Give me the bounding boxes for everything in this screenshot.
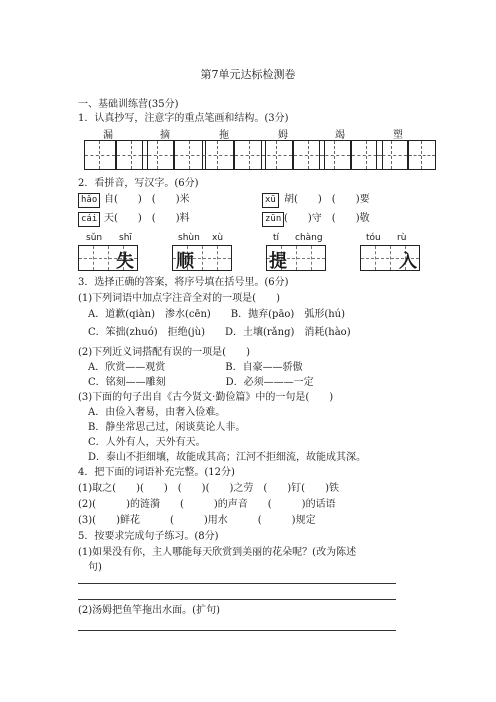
char-label: 摘 xyxy=(160,130,170,141)
pinyin: tí xyxy=(273,233,280,243)
question-3: 3．选择正确的答案，将序号填在括号里。(6分) xyxy=(78,277,289,288)
fill-in: 天( ) ( )料 xyxy=(104,213,190,224)
given-char: 提 xyxy=(269,251,287,272)
question-5: 5．按要求完成句子练习。(8分) xyxy=(78,531,219,542)
option-row: A．道歉(qiàn) 渗水(cēn) B．抛弃(pāo) 弧形(hú) xyxy=(88,309,346,320)
answer-line[interactable] xyxy=(78,630,396,631)
pinyin-box: cái xyxy=(78,212,100,227)
sub-question: (1)下列词语中加点字注音全对的一项是( ) xyxy=(78,293,280,304)
sub-question: (2)下列近义词搭配有误的一项是( ) xyxy=(78,347,250,358)
writing-box[interactable] xyxy=(202,140,234,170)
writing-box[interactable] xyxy=(376,140,408,170)
writing-box[interactable] xyxy=(142,140,174,170)
pinyin: rù xyxy=(397,233,407,243)
writing-box[interactable] xyxy=(319,140,351,170)
answer-line[interactable] xyxy=(78,599,396,600)
given-char: 顺 xyxy=(176,251,194,272)
char-label: 拖 xyxy=(219,130,229,141)
writing-box[interactable] xyxy=(84,140,116,170)
fill-line: (1)取之( )( ) ( )( )之劳 ( )钉( )铁 xyxy=(78,483,339,494)
question-4: 4．把下面的词语补充完整。(12分) xyxy=(78,467,235,478)
pinyin-box: hǎo xyxy=(78,193,100,208)
question-1: 1．认真抄写，注意字的重点笔画和结构。(3分) xyxy=(78,113,289,124)
pinyin: shī xyxy=(119,233,132,243)
fill-in: 自( ) ( )米 xyxy=(104,194,190,205)
option-row: A．由俭入奢易，由奢入俭难。 xyxy=(88,407,226,418)
page-title: 第7单元达标检测卷 xyxy=(200,68,296,81)
section-heading: 一、基础训练营(35分) xyxy=(78,99,179,110)
char-label: 竭 xyxy=(335,130,345,141)
sentence-task: (2)汤姆把鱼竿拖出水面。(扩句) xyxy=(78,605,220,616)
pinyin: sǔn xyxy=(86,233,103,243)
fill-in: 胡( ) ( )要 xyxy=(284,194,370,205)
char-label: 塑 xyxy=(393,130,403,141)
pinyin: shùn xyxy=(178,233,200,243)
option-row: B．静坐常思己过，闲谈莫论人非。 xyxy=(88,422,246,433)
fill-line: (3)( )鲜花 ( )用水 ( )规定 xyxy=(78,515,316,526)
pinyin-box: xū xyxy=(262,193,279,208)
sentence-task: (1)如果没有你，主人哪能每天欣赏到美丽的花朵呢？(改为陈述 xyxy=(78,547,357,558)
sub-question: (3)下面的句子出自《古今贤文·勤俭篇》中的一句是( ) xyxy=(78,392,334,403)
char-label: 姆 xyxy=(278,130,288,141)
pinyin: chàng xyxy=(295,233,323,243)
answer-line[interactable] xyxy=(78,583,396,584)
sentence-task: 句) xyxy=(78,562,102,573)
option-row: A．欣赏——观赏 B．自豪——骄傲 xyxy=(88,362,303,373)
question-2: 2．看拼音，写汉字。(6分) xyxy=(78,178,199,189)
pinyin: xù xyxy=(212,233,224,243)
option-row: C．人外有人，天外有天。 xyxy=(88,437,206,448)
writing-box[interactable] xyxy=(408,140,436,170)
fill-line: (2)( )的涟漪 ( )的声音 ( )的话语 xyxy=(78,499,336,510)
option-row: C．铭刻——雕刻 D．必须———一定 xyxy=(88,377,314,388)
writing-box[interactable] xyxy=(261,140,293,170)
pinyin-box: zūn xyxy=(262,212,284,227)
option-row: C．笨拙(zhuó) 拒绝(jù) D．土壤(rǎng) 消耗(hào) xyxy=(88,327,351,338)
given-char: 失 xyxy=(116,251,134,272)
fill-in: ( )守 ( )敬 xyxy=(284,213,370,224)
option-row: D．泰山不拒细壤，故能成其高；江河不拒细流，故能成其深。 xyxy=(88,452,367,463)
pinyin: tóu xyxy=(366,233,381,243)
given-char: 入 xyxy=(399,251,417,272)
char-label: 漏 xyxy=(103,130,113,141)
